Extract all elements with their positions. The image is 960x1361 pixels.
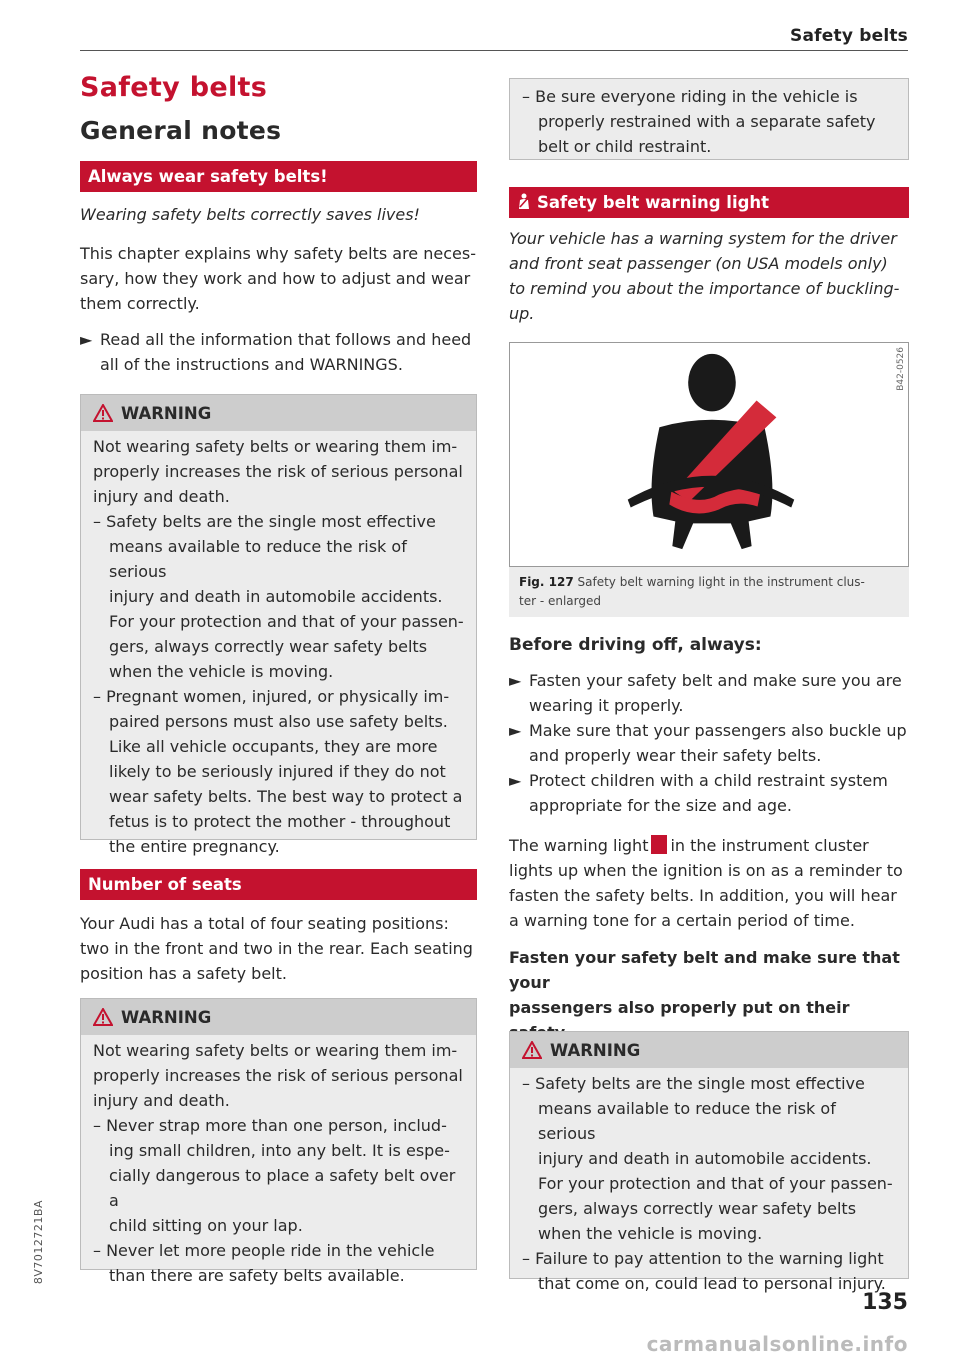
triangle-bullet-icon: ► [509,771,522,790]
before-driving-heading: Before driving off, always: [509,635,762,655]
warning-triangle-icon [93,404,113,422]
subsection-bar-always-wear: Always wear safety belts! [80,161,477,192]
warning-body: – Safety belts are the single most effective means available to reduce the risk of serious injury and death in automobile accidents. For your protection and that of your passen- gers, always correctly wear safety belts when the vehicle is moving. – Failure to pay attention to the warning light that come on, could lead to personal injury. [522,1074,893,1293]
lead-text: Wearing safety belts correctly saves lives! [80,205,420,224]
warning-box-2 [80,998,477,1285]
subsection-bar-warning-light: Safety belt warning light [509,187,909,218]
document-code: 8V7012721BA [32,1200,45,1285]
seatbelt-icon [517,187,531,218]
continuation-box: – Be sure everyone riding in the vehicle is properly restrained with a separate safety belt or child restraint. [509,78,909,160]
triangle-bullet-icon: ► [509,721,522,740]
seats-paragraph: Your Audi has a total of four seating positions: two in the front and two in the rear. Each seating position has a safety belt. [80,914,473,983]
chapter-title: Safety belts [80,72,268,103]
figure-code: B42-0526 [896,347,906,391]
warning-box-1 [80,394,477,856]
instruction-bullet: ► Read all the information that follows and heed all of the instructions and WARNINGS. [80,327,477,377]
list-item: ► Protect children with a child restraint system [509,768,909,793]
warning-box-3 [509,1031,909,1293]
bold-reminder: Fasten your safety belt and make sure that your passengers also properly put on their [509,948,900,1017]
figure-image [509,342,909,567]
triangle-bullet-icon: ► [80,330,93,349]
warning-light-lead: Your vehicle has a warning system for the driver and front seat passenger (on USA models only) to remind you about the importance of buckling- up. [509,229,900,323]
warning-header: WARNING [81,395,476,431]
watermark: carmanualsonline.info [646,1332,908,1356]
section-title: General notes [80,116,282,145]
warning-light-paragraph: The warning light in the instrument cluster lights up when the ignition is on as a reminder to fasten the safety belts. In addition, you will hear a warning tone for a certain period of time. [509,836,903,930]
list-item: ► Make sure that your passengers also buckle up [509,718,909,743]
figure-caption: Fig. 127 Safety belt warning light in the instrument clus- ter - enlarged [519,575,865,608]
warning-body: Not wearing safety belts or wearing them im- properly increases the risk of serious personal injury and death. – Never strap more than one person, includ- ing small children, into any belt. It is espe- cially dangerous to place a safety belt over a child sitting on your lap. – Never let more people ride in the vehicle than there are safety belts available. [93,1041,463,1285]
warning-triangle-icon [93,1008,113,1026]
running-header: Safety belts [790,26,908,46]
warning-header: WARNING [510,1032,908,1068]
subsection-bar-number-of-seats: Number of seats [80,869,477,900]
header-rule [80,50,908,51]
warning-body: Not wearing safety belts or wearing them im- properly increases the risk of serious personal injury and death. – Safety belts are the single most effective means available to reduce the risk of serious injury and death in automobile accidents. For your protection and that of your passen- gers, always correctly wear safety belts when the vehicle is moving. – Pregnant women, injured, or physically im- paired persons must also use safety belts. Like all vehicle occupants, they are more likely to be seriously injured if they do not wear safety belts. The best way to protect a fetus is to protect the mother - throughout the entire pregnancy. [93,437,464,856]
seatbelt-indicator-icon [651,835,667,854]
seatbelt-warning-light-icon [510,343,908,566]
figure-127 [509,342,909,617]
triangle-bullet-icon: ► [509,671,522,690]
intro-paragraph: This chapter explains why safety belts are neces- sary, how they work and how to adjust and wear them correctly. [80,244,476,313]
list-item: ► Fasten your safety belt and make sure you are [509,668,909,693]
before-driving-list: ► Fasten your safety belt and make sure you are wearing it properly. ► Make sure that your passengers also buckle up and properly wear their safety belts. ► Protect children with a child restraint system appropriate for the size and age. [509,668,909,818]
page-number: 135 [862,1290,908,1315]
warning-header: WARNING [81,999,476,1035]
warning-triangle-icon [522,1041,542,1059]
